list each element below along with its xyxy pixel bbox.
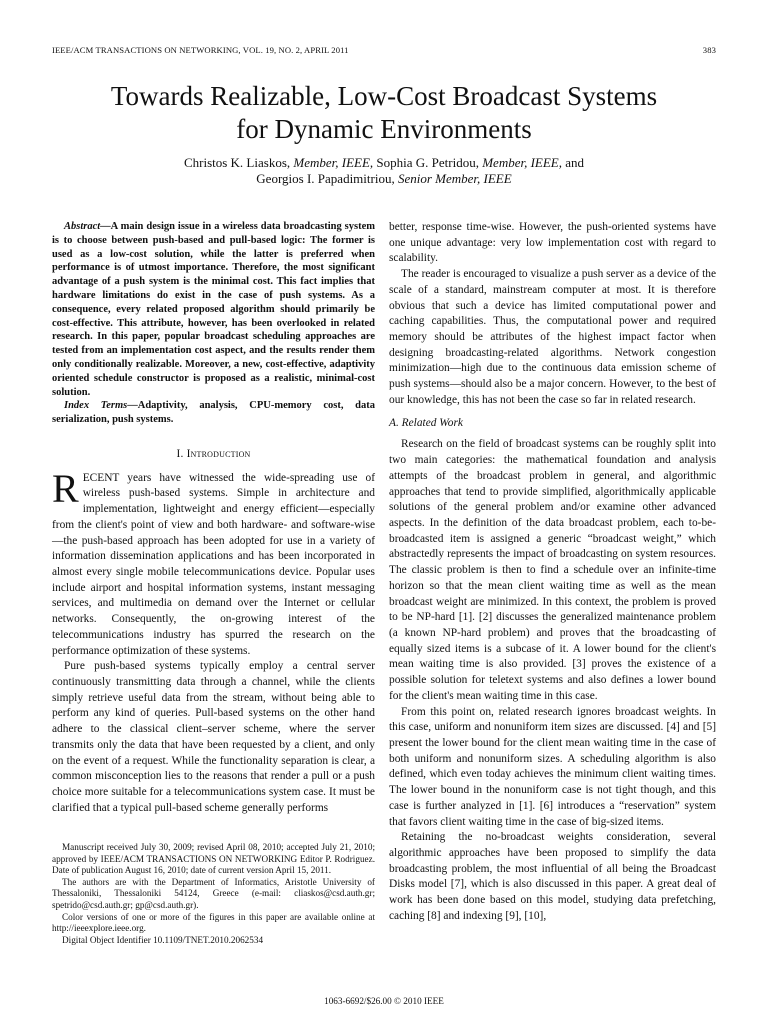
continued-paragraph: better, response time-wise. However, the push-oriented systems have one unique advantage: very low implementation cost with regard to scalability. — [389, 221, 716, 265]
title-line-2: for Dynamic Environments — [236, 114, 532, 144]
related-work-paragraph-2: From this point on, related research ignores broadcast weights. In this case, uniform and nonuniform item sizes are discussed. [4] and [5] present the lower bound for the client mean waiting time in the case of both uniform and nonuniform sizes. A scheduling algorithm is also defined, which even today achieves the minimum client waiting times. The lower bound in the nonuniform case is not tight though, and this case is further analyzed in [1]. [6] introduces a “reservation” system that favors client waiting time in the case of big-sized items. — [389, 705, 716, 828]
footnotes — [52, 842, 375, 946]
author-3-name: Georgios I. Papadimitriou, — [256, 171, 395, 186]
index-terms — [52, 399, 375, 427]
author-1-name: Christos K. Liaskos, — [183, 155, 291, 170]
intro-paragraph-1 — [52, 465, 375, 660]
copyright-line: 1063-6692/$26.00 © 2010 IEEE — [324, 996, 444, 1006]
author-conjunction: and — [565, 155, 585, 170]
left-column — [52, 220, 375, 816]
footnote-manuscript: Manuscript received July 30, 2009; revised April 08, 2010; accepted July 21, 2010; approved by IEEE/ACM TRANSACTIONS ON NETWORKING Editor P. Rodriguez. Date of publication August 16, 2010; date of current version April 15, 2011. — [52, 842, 375, 876]
subsection-heading — [389, 416, 716, 432]
footnote-doi: Digital Object Identifier 10.1109/TNET.2010.2062534 — [62, 934, 264, 945]
running-header — [52, 45, 716, 57]
section-title: Introduction — [186, 447, 251, 460]
related-work-paragraph-1: Research on the field of broadcast systems can be roughly split into two main categories: the mathematical foundation and analysis attempts of the broadcast problem in general, and algorithmic approaches that tend to provide simplified, algorithmically applicable solutions of the general problem and/or examine other advanced aspects. In the definition of the data broadcast problem, each to-be-broadcasted item is assigned a generic “broadcast weight,” which abstractedly represents the impact of broadcasting on system resources. The classic problem is then to find a schedule over an infinite-time horizon so that the mean client waiting time as well as the mean broadcast weight are minimized. In this context, the problem is proved to be NP-hard [1]. [2] discusses the generalized maintenance problem (a known NP-hard problem) and proves that the broadcasting of equally sized items is a subcase of it. A lower bound for the client's mean waiting time is also provided. [3] proves the existence of a possible solution for teletext systems and also defines a lower bound for the client's mean waiting time in this case. — [389, 438, 716, 702]
title-line-1: Towards Realizable, Low-Cost Broadcast Systems — [110, 81, 658, 111]
intro-paragraph-1-text: ECENT years have witnessed the wide-spreading use of wireless push-based systems. Simple in architecture and implementation, lightweight and energy efficient—especially from the client's point of view and both hardware- and software-wise—the push-based approach has been adopted for use in a variety of information dissemination applications and has been incorporated in almost every single mobile telecommunications device. Popular uses include airport and hospital information systems, instant messaging services, and multimedia on demand over the Internet or cellular networks. Consequently, the on-growing interest of the telecommunications industry has spurred the research on the performance optimization of these systems. — [52, 471, 375, 657]
abstract-text: —A main design issue in a wireless data broadcasting system is to choose between push-based and pull-based logic: The former is used as a low-cost solution, while the latter is preferred when performance is of utmost importance. Therefore, the most significant advantage of a push system is the minimal cost. This fact implies that hardware limitations do exist in the case of push systems. As a consequence, every related proposed algorithm should primarily be cost-effective. This attribute, however, has been overlooked in related research. In this paper, popular broadcast scheduling approaches are tested from an implementation cost aspect, and the results render them only conditionally realizable. Moreover, a new, cost-effective, adaptivity oriented schedule constructor is proposed as a realistic, minimal-cost solution. — [52, 221, 375, 398]
author-2-role: Member, IEEE, — [482, 155, 562, 170]
drop-cap: R — [52, 465, 79, 511]
author-list — [60, 155, 708, 187]
right-column — [389, 220, 716, 925]
author-2-name: Sophia G. Petridou, — [376, 155, 479, 170]
abstract-label: Abstract — [64, 221, 101, 232]
subsection-label: A. — [389, 416, 399, 429]
paper-title — [40, 80, 728, 146]
journal-name: IEEE/ACM TRANSACTIONS ON NETWORKING, VOL. 19, NO. 2, APRIL 2011 — [52, 45, 349, 55]
subsection-title: Related Work — [401, 416, 463, 429]
section-numeral: I. — [176, 447, 184, 460]
footnote-affiliation: The authors are with the Department of Informatics, Aristotle University of Thessaloniki, Thessaloniki 54124, Greece (e-mail: cliaskos@csd.auth.gr; spetrido@csd.auth.gr; gp@csd.auth.gr). — [52, 876, 375, 910]
section-heading — [52, 447, 375, 463]
reader-paragraph: The reader is encouraged to visualize a push server as a device of the scale of a standard, mainstream computer at most. It is therefore obvious that such a device has limited computational power and caching capabilities. Thus, the computational power and required memory should be attributes of the highest impact factor when designing broadcasting-related algorithms. Network congestion minimization—high due to the continuous data emission scheme of push systems—should also be a major concern. However, to the best of our knowledge, this has not been the case so far in related research. — [389, 268, 716, 406]
index-terms-text: —Adaptivity, analysis, CPU-memory cost, data serialization, push systems. — [52, 400, 376, 426]
page-number: 383 — [702, 45, 716, 55]
index-terms-label: Index Terms — [64, 400, 128, 412]
intro-paragraph-2: Pure push-based systems typically employ a central server continuously transmitting data through a channel, while the clients simply retrieve useful data from the stream, without being able to perform any kind of queries. Pull-based systems on the other hand adhere to the classical client–server scheme, where the server transmits only the data that have been requested by a client, and only on the event of a request. While the functionality separation is clear, a common misconception lies to the reasons that render a pull or a push choice more suitable for a telecommunications system case. It must be clarified that a typical pull-based scheme generally performs — [52, 660, 375, 814]
author-3-role: Senior Member, IEEE — [397, 171, 512, 186]
abstract — [52, 220, 375, 399]
related-work-paragraph-3: Retaining the no-broadcast weights consideration, several algorithmic approaches have been proposed to simplify the data broadcasting problem, the most influential of all being the Broadcast Disks model [7], which is also discussed in this paper. A great deal of work has been done based on this model, studying data prefetching, caching [8] and indexing [9], [10], — [389, 831, 716, 922]
author-1-role: Member, IEEE, — [293, 155, 374, 170]
footnote-color: Color versions of one or more of the figures in this paper are available online at http://ieeexplore.ieee.org. — [52, 911, 375, 934]
